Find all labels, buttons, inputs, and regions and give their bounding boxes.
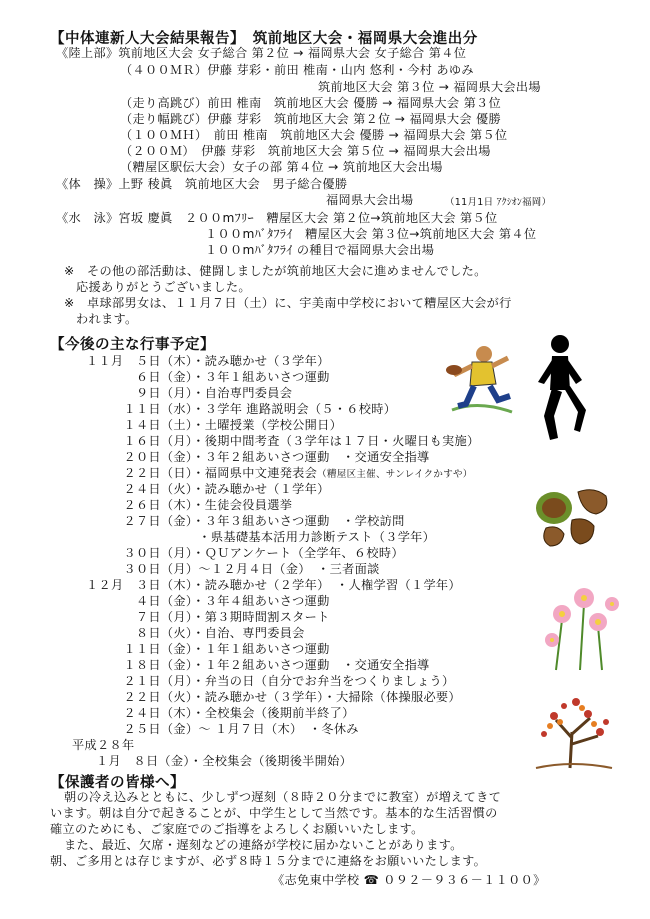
result-line: １００mﾊﾞﾀﾌﾗｲ の種目で福岡県大会出場 — [205, 243, 435, 257]
schedule-row: １１月 ５日（木）・読み聴かせ（３学年） — [86, 354, 330, 368]
schedule-row: １４日（土）・土曜授業（学校公開日） — [86, 418, 343, 432]
result-line: （走り幅跳び）伊藤 芽彩 筑前地区大会 第２位 → 福岡県大会 優勝 — [120, 112, 502, 126]
schedule-title: 【今後の主な行事予定】 — [50, 337, 215, 353]
result-line: 筑前地区大会 第３位 → 福岡県大会出場 — [318, 80, 541, 94]
cosmos-flower-illustration — [536, 580, 626, 672]
guardians-line: 朝の冷え込みとともに、少しずつ遅刻（８時２０分までに教室）が増えてきて — [64, 790, 502, 804]
result-line: （１００ＭＨ） 前田 椎南 筑前地区大会 優勝 → 福岡県大会 第５位 — [120, 128, 508, 142]
result-line: （２００Ｍ） 伊藤 芽彩 筑前地区大会 第５位 → 福岡県大会出場 — [120, 144, 491, 158]
schedule-row: １１日（金）・１年１組あいさつ運動 — [86, 642, 330, 656]
schedule-row: ２６日（木）・生徒会役員選挙 — [86, 498, 293, 512]
schedule-row: ２２日（日）・福岡県中文連発表会（糟屋区主催、サンレイクかすや） — [86, 466, 473, 480]
schedule-row: ７日（月）・第３期時間割スタート — [86, 610, 330, 624]
rugby-player-illustration — [432, 340, 524, 420]
schedule-row: ２１日（月）・弁当の日（自分でお弁当をつくりましょう） — [86, 674, 455, 688]
schedule-row: ４日（金）・３年４組あいさつ運動 — [86, 594, 330, 608]
guardians-line: 朝、ご多用とは存じますが、必ず８時１５分までに連絡をお願いいたします。 — [50, 854, 487, 868]
schedule-row: １６日（月）・後期中間考査（３学年は１７日・火曜日も実施） — [86, 434, 480, 448]
result-line: （４００ＭＲ）伊藤 芽彩・前田 椎南・山内 悠利・今村 あゆみ — [120, 63, 474, 77]
schedule-year: 平成２８年 — [72, 738, 135, 752]
results-title: 【中体連新人大会結果報告】 筑前地区大会・福岡県大会進出分 — [50, 31, 478, 47]
schedule-row: ２４日（木）・全校集会（後期前半終了） — [86, 706, 355, 720]
autumn-tree-illustration — [526, 688, 618, 770]
result-line: （走り高跳び）前田 椎南 筑前地区大会 優勝 → 福岡県大会 第３位 — [120, 96, 502, 110]
school-contact: 《志免東中学校 ☎ ０９２－９３６－１１００》 — [272, 873, 546, 887]
note-line: ※ 卓球部男女は、１１月７日（土）に、宇美南中学校において糟屋区大会が行 — [64, 296, 512, 310]
result-line: 《体 操》上野 稜眞 筑前地区大会 男子総合優勝 — [56, 177, 348, 191]
schedule-row: ３０日（月）～１２月４日（金） ・三者面談 — [86, 562, 380, 576]
guardians-line: また、最近、欠席・遅刻などの連絡が学校に届かないことがあります。 — [64, 838, 463, 852]
schedule-row: １１日（水）・３学年 進路説明会（５・６校時） — [86, 402, 397, 416]
schedule-row: ９日（月）・自治専門委員会 — [86, 386, 293, 400]
note-line: 応援ありがとうございました。 — [76, 280, 251, 294]
result-line-note: （11月1日 ｱｸｼｵﾝ福岡） — [445, 197, 552, 208]
schedule-row: ２７日（金）・３年３組あいさつ運動 ・学校訪問 — [86, 514, 405, 528]
schedule-row-note: （糟屋区主催、サンレイクかすや） — [317, 469, 473, 480]
schedule-row: １２月 ３日（木）・読み聴かせ（２学年） ・人権学習（１学年） — [86, 578, 461, 592]
schedule-row: ２０日（金）・３年２組あいさつ運動 ・交通安全指導 — [86, 450, 430, 464]
schedule-row: ８日（火）・自治、専門委員会 — [86, 626, 305, 640]
schedule-row: ２５日（金）～ １月７日（木） ・冬休み — [86, 722, 359, 736]
schedule-row: ３０日（月）・ＱＵアンケート（全学年、６校時） — [86, 546, 404, 560]
guardians-line: います。朝は自分で起きることが、中学生として当然です。基本的な生活習慣の — [50, 806, 498, 820]
schedule-row: ・県基礎基本活用力診断テスト（３学年） — [86, 530, 436, 544]
note-line: ※ その他の部活動は、健闘しましたが筑前地区大会に進めませんでした。 — [64, 264, 487, 278]
chestnut-illustration — [532, 482, 614, 550]
schedule-row: ２２日（火）・読み聴かせ（３学年）・大掃除（体操服必要） — [86, 690, 461, 704]
schedule-row: ６日（金）・３年１組あいさつ運動 — [86, 370, 330, 384]
schedule-row: １８日（金）・１年２組あいさつ運動 ・交通安全指導 — [86, 658, 430, 672]
note-line: われます。 — [76, 312, 138, 326]
result-line: 《陸上部》筑前地区大会 女子総合 第２位 → 福岡県大会 女子総合 第４位 — [56, 46, 467, 60]
schedule-row: ２４日（火）・読み聴かせ（１学年） — [86, 482, 330, 496]
result-line: １００mﾊﾞﾀﾌﾗｲ 糟屋区大会 第３位→筑前地区大会 第４位 — [205, 227, 537, 241]
result-line: 福岡県大会出場 — [326, 193, 414, 207]
runner-silhouette — [530, 332, 590, 444]
schedule-row: １月 ８日（金）・全校集会（後期後半開始） — [96, 754, 353, 768]
result-line: 《水 泳》宮坂 慶眞 ２００mﾌﾘｰ 糟屋区大会 第２位→筑前地区大会 第５位 — [56, 211, 498, 225]
guardians-line: 確立のためにも、ご家庭でのご指導をよろしくお願いいたします。 — [50, 822, 424, 836]
result-line: （糟屋区駅伝大会）女子の部 第４位 → 筑前地区大会出場 — [120, 160, 443, 174]
guardians-title: 【保護者の皆様へ】 — [50, 775, 185, 791]
